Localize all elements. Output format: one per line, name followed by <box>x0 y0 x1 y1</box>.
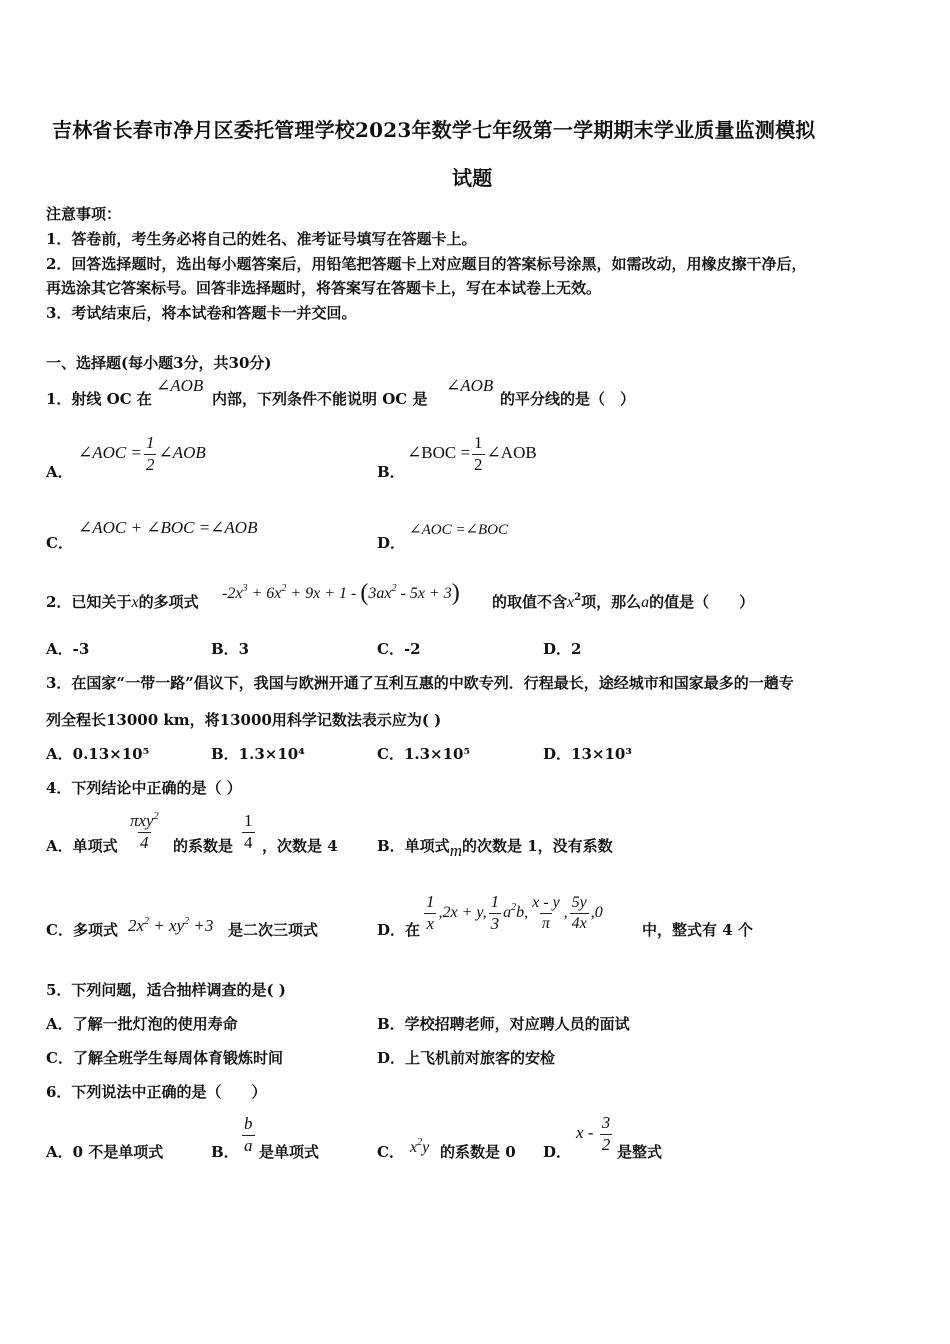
q6-b-fraction <box>242 1115 255 1155</box>
q6-option-a: A．0 不是单项式 <box>46 1143 164 1161</box>
q1-option-a-expr <box>78 434 206 474</box>
q4-option-a-text3: ，次数是 4 <box>262 837 338 855</box>
section-heading: 一、选择题(每小题3分，共30分) <box>46 354 272 372</box>
q4-a-coef-den: 4 <box>244 832 253 852</box>
q6-d-fraction <box>600 1114 613 1154</box>
q4-option-d-text2: 中，整式有 4 个 <box>642 921 753 939</box>
q2-stem-part2 <box>492 591 754 612</box>
q2-text-d: 项，那么 <box>581 593 642 611</box>
q1-stem-part1: 1．射线 OC 在 <box>46 390 152 408</box>
q4-a-num-text: πxy <box>130 811 154 830</box>
q6-option-b-text: 是单项式 <box>259 1143 320 1161</box>
exam-title-line2: 试题 <box>452 166 493 190</box>
q4-b-text1: B．单项式 <box>377 837 450 855</box>
note-2b: 再选涂其它答案标号。回答非选择题时，将答案写在答题卡上，写在本试卷上无效。 <box>46 279 602 297</box>
q1-a-right: ∠AOB <box>158 443 206 463</box>
q4-option-a-coef <box>240 812 257 852</box>
q6-option-d-expr: x - $\frac{3}{2}$ <box>576 1113 611 1154</box>
q1-b-num: 1 <box>474 433 483 452</box>
q4-d-frac-2: $\frac{1}{3}$ <box>490 892 500 933</box>
q6-option-c-label: C． <box>377 1143 404 1161</box>
q4-d-frac-1: $\frac{1}{x}$ <box>426 892 435 933</box>
q6-option-d-label: D． <box>543 1143 572 1161</box>
q3-option-b: B．1.3×10⁴ <box>211 745 305 763</box>
q1-b-den: 2 <box>474 454 483 474</box>
q4-d-frac-3: $\frac{x - y}{\pi}$ <box>532 894 560 932</box>
q2-option-d: D．2 <box>543 640 582 658</box>
q4-option-d-text1: D．在 <box>377 921 421 939</box>
q1-a-left: ∠AOC = <box>78 443 142 463</box>
q4-b-var-m: m <box>449 841 462 860</box>
q1-b-right: ∠AOB <box>486 443 537 463</box>
q4-a-coef-fraction <box>242 812 255 852</box>
q2-text-a: 2．已知关于 <box>46 593 132 611</box>
q6-option-c-expr: $x^2y$ <box>410 1137 430 1156</box>
q2-option-c: C．-2 <box>377 640 421 658</box>
q6-option-b-frac <box>240 1115 257 1155</box>
q4-option-a-monomial <box>126 811 163 852</box>
q1-option-b-label: B． <box>377 463 405 481</box>
q1-option-a-label: A． <box>46 463 73 481</box>
q6-d-den: 2 <box>601 1134 611 1154</box>
q1-stem-part3: 的平分线的是（ ） <box>500 390 636 408</box>
q3-option-a: A．0.13×10⁵ <box>46 745 150 763</box>
q4-option-a-text2: 的系数是 <box>173 837 234 855</box>
q1-angle-aob-2: ∠AOB <box>446 376 494 395</box>
q1-option-d-label: D． <box>377 534 406 552</box>
note-1: 1．答卷前，考生务必将自己的姓名、准考证号填写在答题卡上。 <box>46 230 477 248</box>
q1-a-den: 2 <box>145 454 155 474</box>
q4-a-fraction <box>128 811 161 852</box>
q4-stem: 4．下列结论中正确的是（ ） <box>46 779 242 797</box>
q2-exp-2: 2 <box>574 592 582 603</box>
q4-a-den: 4 <box>140 832 149 852</box>
note-2a: 2．回答选择题时，选出每小题答案后，用铅笔把答题卡上对应题目的答案标号涂黑，如需改动，用橡皮擦干净后， <box>46 255 807 273</box>
q1-option-c-expr: ∠AOC + ∠BOC =∠AOB <box>78 518 258 537</box>
q1-option-c-label: C． <box>46 534 73 552</box>
q2-var-x: x <box>131 594 139 611</box>
q5-stem: 5．下列问题，适合抽样调查的是( ) <box>46 981 286 999</box>
q3-option-c: C．1.3×10⁵ <box>377 745 471 763</box>
q2-text-b: 的多项式 <box>138 593 199 611</box>
q1-stem-part2: 内部，下列条件不能说明 OC 是 <box>212 390 428 408</box>
q4-option-c-text1: C．多项式 <box>46 921 118 939</box>
q4-a-num: πxy$^2$ <box>130 811 159 830</box>
notes-heading: 注意事项： <box>46 205 122 223</box>
q2-text-e: 的值是（ ） <box>649 593 755 611</box>
q1-angle-aob-1: ∠AOB <box>156 376 204 395</box>
q2-polynomial: $-2x^3 + 6x^2 + 9x + 1 - (3ax^2 - 5x + 3)$ <box>222 580 460 606</box>
q1-a-fraction <box>144 434 157 474</box>
q5-option-b: B．学校招聘老师，对应聘人员的面试 <box>377 1015 630 1033</box>
q4-option-d-list: $\frac{1}{x}$ ,2x + y, $\frac{1}{3}$ $a^2b$, $\frac{x - y}{\pi}$ , $\frac{5y}{4x}$ ,0 <box>426 892 603 933</box>
q6-option-c-text: 的系数是 0 <box>440 1143 516 1161</box>
q1-b-left: ∠BOC = <box>407 443 471 463</box>
q4-b-text2: 的次数是 1，没有系数 <box>461 837 613 855</box>
q4-option-c-text2: 是二次三项式 <box>228 921 319 939</box>
exam-title-line1: 吉林省长春市净月区委托管理学校2023年数学七年级第一学期期末学业质量监测模拟 <box>52 118 816 142</box>
q2-text-c: 的取值不含 <box>492 593 568 611</box>
q6-option-b-label: B． <box>211 1143 239 1161</box>
q5-option-c: C．了解全班学生每周体育锻炼时间 <box>46 1049 283 1067</box>
q3-stem-line2: 列全程长13000 km，将13000用科学记数法表示应为( ) <box>46 711 442 729</box>
q1-option-d-expr: ∠AOC =∠BOC <box>409 522 509 538</box>
q1-b-fraction <box>472 434 485 474</box>
q3-option-d: D．13×10³ <box>543 745 632 763</box>
q4-option-b <box>377 835 613 861</box>
q1-option-b-expr <box>407 434 537 474</box>
q4-d-frac-4: $\frac{5y}{4x}$ <box>571 894 587 932</box>
q1-a-num: 1 <box>145 433 155 452</box>
q2-stem-part1 <box>46 591 199 612</box>
q4-a-coef-num: 1 <box>244 811 253 830</box>
q5-option-d: D．上飞机前对旅客的安检 <box>377 1049 556 1067</box>
q2-option-b: B．3 <box>211 640 250 658</box>
q4-option-c-poly: $2x^2 + xy^2 +3$ <box>128 916 214 935</box>
q4-option-a-text1: A．单项式 <box>46 837 118 855</box>
q2-option-a: A．-3 <box>46 640 90 658</box>
q2-var-x2: x <box>567 594 575 611</box>
note-3: 3．考试结束后，将本试卷和答题卡一并交回。 <box>46 304 357 322</box>
q6-d-num: 3 <box>601 1113 611 1132</box>
q6-stem: 6．下列说法中正确的是（ ） <box>46 1083 267 1101</box>
q2-var-a: a <box>641 594 650 611</box>
q3-stem-line1: 3．在国家“一带一路”倡议下，我国与欧洲开通了互利互惠的中欧专列．行程最长，途经城市和国家最多的一趟专 <box>46 674 794 692</box>
q5-option-a: A．了解一批灯泡的使用寿命 <box>46 1015 238 1033</box>
q6-option-d-text: 是整式 <box>617 1143 663 1161</box>
q6-b-num: b <box>244 1114 253 1133</box>
q6-b-den: a <box>244 1135 253 1155</box>
